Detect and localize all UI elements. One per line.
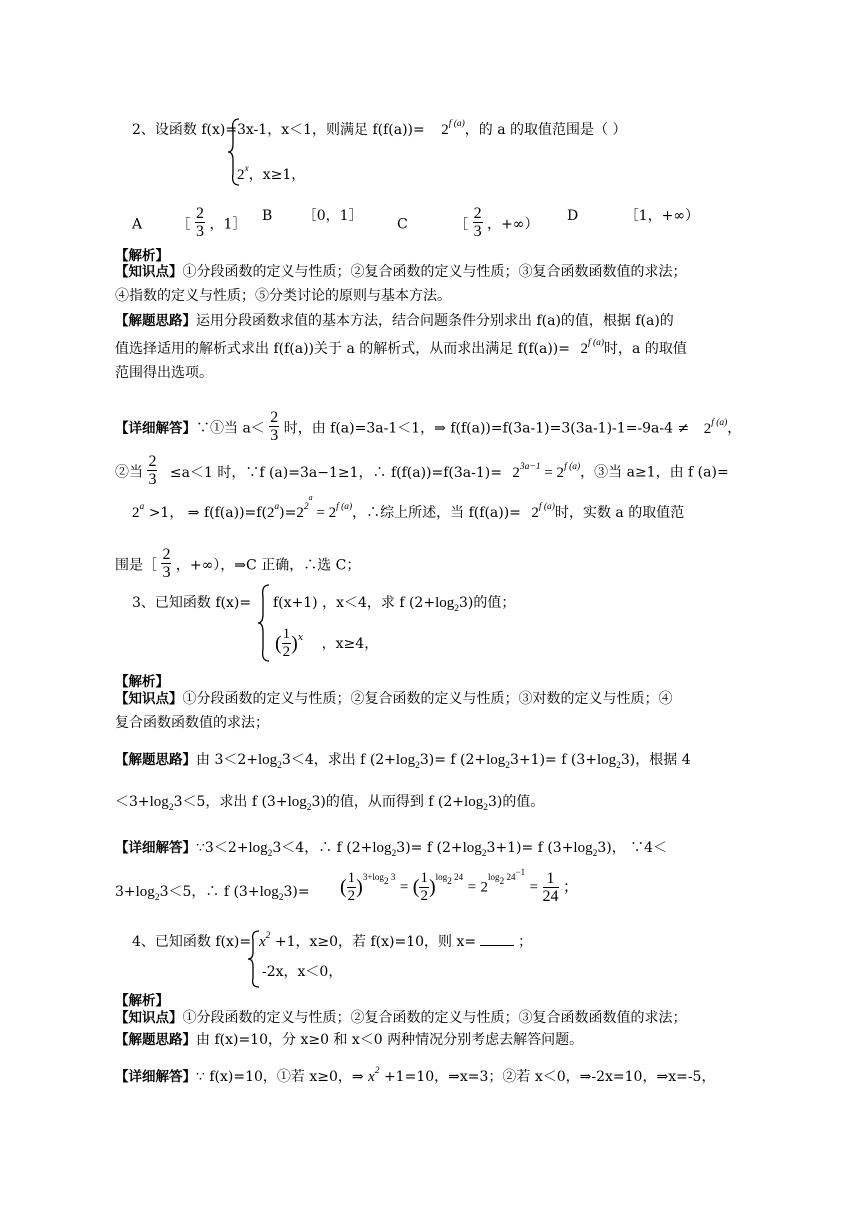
q3-case-1: f(x+1) ，x＜4，求 f $(2+\log_23)$的值； [273, 595, 516, 614]
q2-solution-idea-2: 值选择适用的解析式求出 f(f(a))关于 a 的解析式，从而求出满足 $f(f(a))= 2^{f (a)}$时，a 的取值 [115, 338, 687, 357]
q3-knowledge-points-2: 复合函数函数值的求法； [115, 715, 269, 731]
q4-detail-line-1: 【详细解答】∵ f(x)=10，①若 x≥0，⇒ $x^2 +1=10$，⇒x=3；②若 x＜0，⇒-2x=10，⇒x=-5， [115, 1066, 716, 1085]
q3-solution-idea: 【解题思路】由 $3<2+\log_23<4$，求出 f $(2+\log_23)= f$ $(2+\log_23+1)= f$ $(3+\log_23)$，根据 4 [115, 752, 691, 771]
q2-case-2: 2$^x$，x≥1， [237, 164, 306, 183]
q3-solution-idea-2: $<3+\log_23<5$，求出 f $(3+\log_23)$的值，从而得到 f $(2+\log_23)$的值。 [115, 794, 545, 813]
q3-heading: 3、已知函数 f(x)= [132, 595, 252, 611]
q2-detail-line-4: 围是［ $\frac{2}{3}$ ，+∞），⇒C 正确，∴选 C； [115, 546, 361, 581]
q4-case-1: $x^2 +1$，x≥0，若 f(x)=10，则 x= ； [259, 931, 533, 950]
q2-option-c: C ［ $\frac{2}{3}$ ，+∞） [397, 205, 539, 240]
q2-solution-idea-3: 范围得出选项。 [115, 365, 213, 381]
q2-option-b: B ［0，1］ [262, 208, 363, 224]
q3-case-2: ( $\frac{1}{2}$ )$^x$ ，x≥4， [275, 626, 379, 660]
q3-jiexi-heading: 【解析】 [115, 674, 169, 690]
q2-knowledge-points: 【知识点】①分段函数的定义与性质；②复合函数的定义与性质；③复合函数函数值的求法； [115, 264, 687, 280]
q2-option-a: A ［ $\frac{2}{3}$ ，1］ [132, 205, 247, 240]
q2-option-d: D ［1，+∞） [567, 208, 699, 224]
q2-heading: 2、设函数 f(x)= [132, 122, 238, 138]
q2-jiexi-heading: 【解析】 [115, 248, 169, 264]
q2-detail-line-3: 2$^a$ >1， ⇒ $f(f(a))=f(2^a)=2^{2^a} = 2^{f (a)}$，∴综上所述，当 $f(f(a))= 2^{f (a)}$时，实数 a 的取值范 [132, 493, 685, 521]
q4-answer-blank[interactable] [480, 933, 514, 946]
q3-detail-formula: ( $\frac{1}{2}$ )$^{3+log2 3}$ = ( $\frac{1}{2}$ )$^{log2 24} = 2^{log2 24-1}$ = $\frac{1}{24}$ ； [340, 866, 578, 905]
q3-detail-line-2: $3+\log_23<5$，∴ f $(3+\log_23)=$ [115, 884, 310, 903]
q2-detail-line-2: ②当 $\frac{2}{3}$ ≤a＜1 时，∵f (a)=3a−1≥1，∴ $f(f(a))=f(3a-1)= 2^{3a-1} = 2^{f (a)}$，③当 a≥1，由 f (a)= [115, 453, 729, 488]
q4-knowledge-points: 【知识点】①分段函数的定义与性质；②复合函数的定义与性质；③复合函数函数值的求法； [115, 1010, 687, 1026]
q2-knowledge-points-2: ④指数的定义与性质；⑤分类讨论的原则与基本方法。 [115, 288, 451, 304]
q3-brace [257, 584, 271, 662]
q2-detail-line-1: 【详细解答】∵①当 a＜ $\frac{2}{3}$ 时，由 f(a)=3a-1＜1，⇒ $f(f(a))=f(3a-1)=3(3a-1)-1=-9a-4 \ne 2^{f (a)}$， [115, 409, 742, 444]
q4-jiexi-heading: 【解析】 [115, 993, 169, 1009]
q3-detail-line-1: 【详细解答】$\because 3<2+\log_23<4$，∴ f $(2+\log_23)= f$ $(2+\log_23+1)= f$ $(3+\log_23)$， ∵4＜ [115, 840, 668, 859]
q2-solution-idea: 【解题思路】运用分段函数求值的基本方法，结合问题条件分别求出 f(a)的值，根据 f(a)的 [115, 313, 674, 329]
q4-case-2: -2x，x＜0， [262, 964, 343, 980]
q2-case-1: 3x-1，x＜1，则满足 $f(f(a))= 2^{f (a)}$，的 a 的取值范围是（ ） [237, 119, 627, 138]
q3-knowledge-points: 【知识点】①分段函数的定义与性质；②复合函数的定义与性质；③对数的定义与性质；④ [115, 691, 673, 707]
q4-heading: 4、已知函数 f(x)= [132, 934, 252, 950]
q4-solution-idea: 【解题思路】由 f(x)=10，分 x≥0 和 x＜0 两种情况分别考虑去解答问题。 [115, 1032, 584, 1048]
